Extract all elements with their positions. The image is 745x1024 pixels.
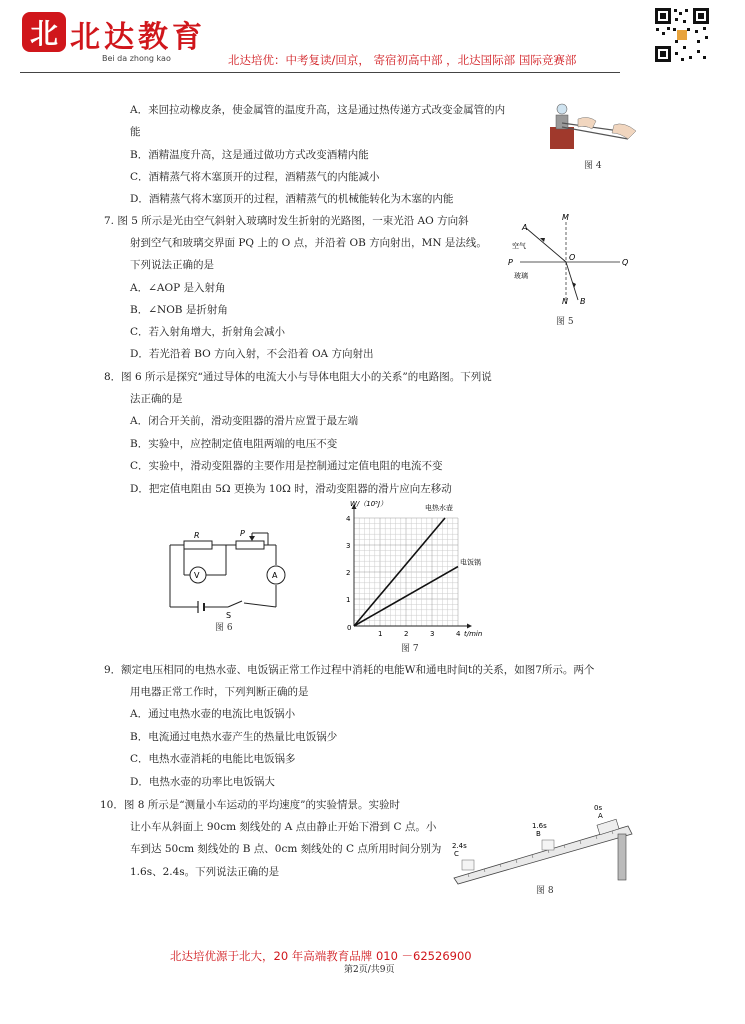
figure-7-caption: 图 7 <box>401 644 419 654</box>
header-slogan: 北达培优：中考复读/回京， 寄宿初高中部 ，北达国际部 国际竞赛部 <box>228 53 577 67</box>
figure-8-caption: 图 8 <box>536 886 554 896</box>
label-v: V <box>194 571 200 580</box>
q7-stem-line-1: 7. 图 5 所示是光由空气斜射入玻璃时发生折射的光路图，一束光沿 AO 方向斜 <box>104 215 469 227</box>
q6-option-b: B．酒精温度升高，这是通过做功方式改变酒精内能 <box>130 149 369 161</box>
q9-stem-line-1: 9．额定电压相同的电热水壶、电饭锅正常工作过程中消耗的电能W和通电时间t的关系，如图7所示。两个 <box>104 664 595 676</box>
figure-6-caption: 图 6 <box>215 623 233 633</box>
q7-option-c: C．若入射角增大，折射角会减小 <box>130 326 286 338</box>
page-number: 第2页/共9页 <box>344 965 395 975</box>
q10-stem-line-2: 让小车从斜面上 90cm 刻线处的 A 点由静止开始下滑到 C 点。小 <box>130 821 437 833</box>
q10-stem-line-1: 10．图 8 所示是“测量小车运动的平均速度”的实验情景。实验时 <box>100 799 400 811</box>
q7-stem-line-3: 下列说法正确的是 <box>130 259 214 271</box>
label-m: M <box>562 213 569 222</box>
y-tick-label: 4 <box>346 515 351 523</box>
label-air: 空气 <box>512 242 526 250</box>
x-tick-label: 4 <box>456 630 461 638</box>
q8-stem-line-2: 法正确的是 <box>130 393 183 405</box>
series-label: 电热水壶 <box>425 504 453 512</box>
q9-stem-line-2: 用电器正常工作时，下列判断正确的是 <box>130 686 309 698</box>
label-c: C <box>454 850 459 858</box>
figure-7-chart <box>334 500 504 642</box>
label-b: B <box>536 830 541 838</box>
footer-brand: 北达培优源于北大，20 年高端教育品牌 010 －62526900 <box>170 949 472 963</box>
x-axis-arrow <box>467 624 472 629</box>
figure-5 <box>500 208 640 313</box>
q10-stem-line-3: 车到达 50cm 刻线处的 B 点、0cm 刻线处的 C 点所用时间分别为 <box>130 843 442 855</box>
y-axis-label: W/（10⁵J） <box>350 500 388 508</box>
q6-option-c: C．酒精蒸气将木塞顶开的过程，酒精蒸气的内能减小 <box>130 171 380 183</box>
header-rule <box>20 72 620 73</box>
q8-option-c: C．实验中，滑动变阻器的主要作用是控制通过定值电阻的电流不变 <box>130 460 443 472</box>
label-a: A <box>272 571 278 580</box>
q8-option-b: B．实验中，应控制定值电阻两端的电压不变 <box>130 438 338 450</box>
origin-label: 0 <box>347 624 352 632</box>
y-tick-label: 3 <box>346 542 351 550</box>
q7-option-b: B．∠NOB 是折射角 <box>130 304 228 316</box>
q9-option-a: A．通过电热水壶的电流比电饭锅小 <box>130 708 296 720</box>
label-t0: 0s <box>594 804 603 812</box>
resistor-r <box>184 541 212 549</box>
label-s: S <box>226 611 232 620</box>
q7-option-d: D．若光沿着 BO 方向入射，不会沿着 OA 方向射出 <box>130 348 374 360</box>
label-t1: 1.6s <box>532 822 547 830</box>
q9-option-c: C．电热水壶消耗的电能比电饭锅多 <box>130 753 296 765</box>
label-t2: 2.4s <box>452 842 467 850</box>
q8-stem-line-1: 8．图 6 所示是探究“通过导体的电流大小与导体电阻大小的关系”的电路图。下列说 <box>104 371 492 383</box>
y-tick-label: 2 <box>346 569 351 577</box>
x-axis-label: t/min <box>464 630 483 638</box>
rheostat <box>236 541 264 549</box>
q6-option-a: A．来回拉动橡皮条，使金属管的温度升高，这是通过热传递方式改变金属管的内 <box>130 104 506 116</box>
q10-stem-line-4: 1.6s、2.4s。下列说法正确的是 <box>130 866 280 878</box>
label-r: R <box>194 531 200 540</box>
figure-4-caption: 图 4 <box>584 161 602 171</box>
q7-stem-line-2: 射到空气和玻璃交界面 PQ 上的 O 点，并沿着 OB 方向射出，MN 是法线。 <box>130 237 487 249</box>
figure-4 <box>548 95 640 155</box>
label-b: B <box>580 297 586 306</box>
q8-option-d: D．把定值电阻由 5Ω 更换为 10Ω 时，滑动变阻器的滑片应向左移动 <box>130 483 452 495</box>
timer-c <box>462 860 474 870</box>
q9-option-d: D．电热水壶的功率比电饭锅大 <box>130 776 275 788</box>
q6-option-d: D．酒精蒸气将木塞顶开的过程，酒精蒸气的机械能转化为木塞的内能 <box>130 193 454 205</box>
q6-option-a-cont: 能 <box>130 126 141 138</box>
svg-text:北: 北 <box>29 17 59 50</box>
label-n: N <box>562 297 568 306</box>
x-tick-label: 2 <box>404 630 409 638</box>
label-a: A <box>522 223 528 232</box>
label-o: O <box>569 253 576 262</box>
q9-option-b: B．电流通过电热水壶产生的热量比电饭锅少 <box>130 731 338 743</box>
label-p: P <box>508 258 513 267</box>
qr-code-icon <box>653 6 711 64</box>
chart-labels <box>346 500 482 638</box>
figure-6-circuit <box>160 525 300 620</box>
label-glass: 玻璃 <box>514 272 528 280</box>
q7-option-a: A．∠AOP 是入射角 <box>130 282 226 294</box>
label-q: Q <box>622 258 629 267</box>
logo-text: 北达教育 <box>70 20 206 55</box>
x-tick-label: 3 <box>430 630 435 638</box>
logo-pinyin: Bei da zhong kao <box>102 54 171 63</box>
series-label: 电饭锅 <box>460 558 481 567</box>
figure-5-caption: 图 5 <box>556 317 574 327</box>
figure-8-incline <box>448 798 648 886</box>
label-p: P <box>240 529 245 538</box>
chart-grid <box>354 518 458 626</box>
timer-b <box>542 840 554 850</box>
label-a: A <box>598 812 603 820</box>
x-tick-label: 1 <box>378 630 383 638</box>
q8-option-a: A．闭合开关前，滑动变阻器的滑片应置于最左端 <box>130 415 359 427</box>
y-tick-label: 1 <box>346 596 351 604</box>
